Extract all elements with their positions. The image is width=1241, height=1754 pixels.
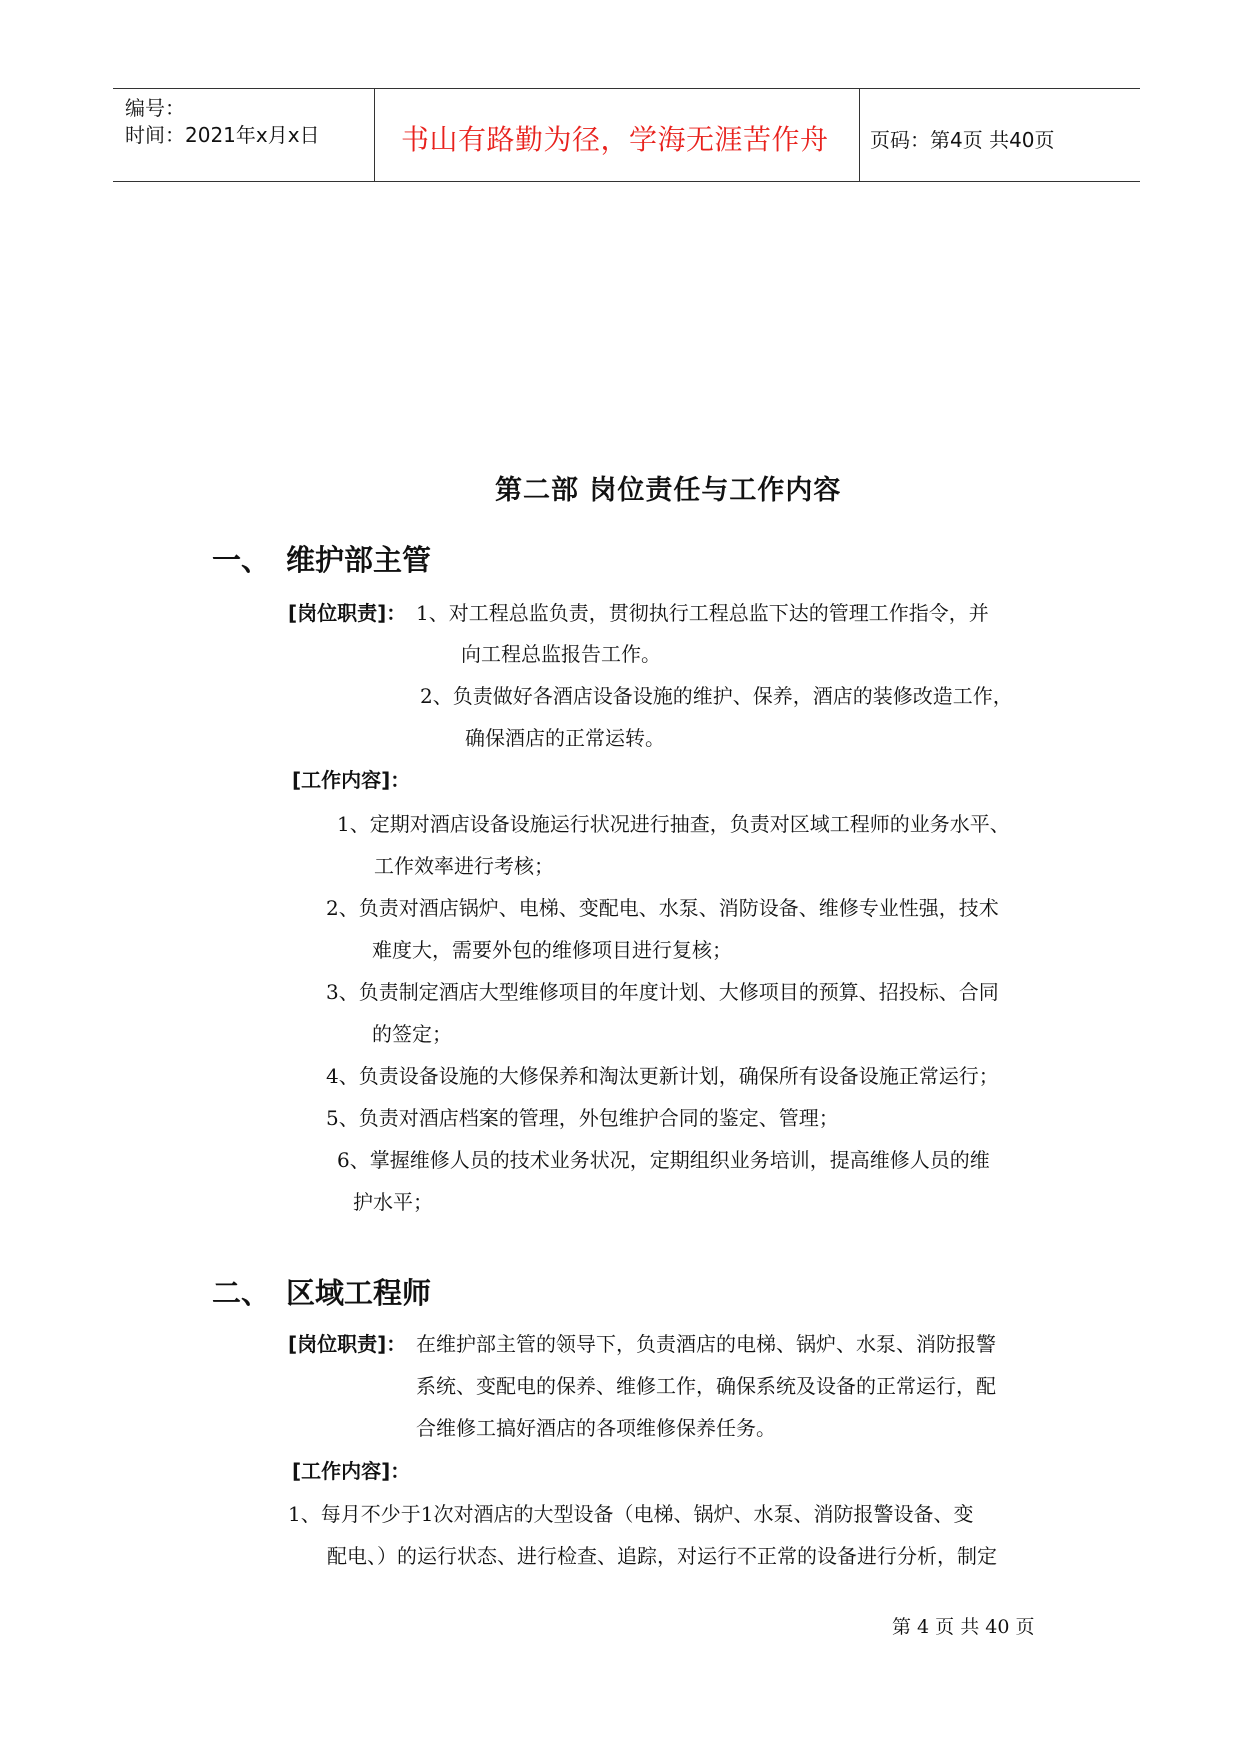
duty-line: 确保酒店的正常运转。 xyxy=(465,726,665,750)
section-heading: 维护部主管 xyxy=(286,543,432,577)
header-top-rule xyxy=(113,88,1140,89)
section-heading: 区域工程师 xyxy=(286,1276,432,1310)
work-line: 配电、）的运行状态、进行检查、追踪，对运行不正常的设备进行分析，制定 xyxy=(327,1544,997,1568)
work-line: 难度大，需要外包的维修项目进行复核； xyxy=(372,938,732,962)
duty-line: 系统、变配电的保养、维修工作，确保系统及设备的正常运行，配 xyxy=(416,1374,996,1398)
duty-line: 向工程总监报告工作。 xyxy=(461,642,661,666)
work-content-label: [工作内容]： xyxy=(292,768,411,792)
work-line: 1、定期对酒店设备设施运行状况进行抽查，负责对区域工程师的业务水平、 xyxy=(337,812,1010,836)
document-number-label: 编号： xyxy=(125,96,185,120)
work-line: 6、掌握维修人员的技术业务状况，定期组织业务培训，提高维修人员的维 xyxy=(337,1148,990,1172)
work-content-label: [工作内容]： xyxy=(292,1459,411,1483)
duty-line: 2、负责做好各酒店设备设施的维护、保养，酒店的装修改造工作， xyxy=(420,684,1013,708)
duty-label: [岗位职责]： xyxy=(288,1332,407,1356)
work-line: 3、负责制定酒店大型维修项目的年度计划、大修项目的预算、招投标、合同 xyxy=(326,980,999,1004)
work-line: 的签定； xyxy=(372,1022,452,1046)
work-line: 4、负责设备设施的大修保养和淘汰更新计划，确保所有设备设施正常运行； xyxy=(326,1064,999,1088)
duty-line: 1、对工程总监负责，贯彻执行工程总监下达的管理工作指令，并 xyxy=(416,601,989,625)
header-divider-left xyxy=(374,88,375,181)
work-line: 工作效率进行考核； xyxy=(374,854,554,878)
duty-line: 在维护部主管的领导下，负责酒店的电梯、锅炉、水泵、消防报警 xyxy=(416,1332,996,1356)
header-page-info: 页码：第4页 共40页 xyxy=(870,128,1055,152)
duty-label: [岗位职责]： xyxy=(288,601,407,625)
header-bottom-rule xyxy=(113,181,1140,182)
work-line: 1、每月不少于1次对酒店的大型设备（电梯、锅炉、水泵、消防报警设备、变 xyxy=(288,1502,974,1526)
header-divider-right xyxy=(859,88,860,181)
document-date-label: 时间：2021年x月x日 xyxy=(125,123,320,147)
section-number: 二、 xyxy=(212,1276,271,1310)
page-footer: 第 4 页 共 40 页 xyxy=(892,1616,1035,1638)
work-line: 2、负责对酒店锅炉、电梯、变配电、水泵、消防设备、维修专业性强，技术 xyxy=(326,896,999,920)
part-title: 第二部 岗位责任与工作内容 xyxy=(495,475,842,506)
duty-line: 合维修工搞好酒店的各项维修保养任务。 xyxy=(416,1416,776,1440)
section-number: 一、 xyxy=(212,543,271,577)
page-header xyxy=(0,0,1241,190)
work-line: 5、负责对酒店档案的管理，外包维护合同的鉴定、管理； xyxy=(326,1106,839,1130)
work-line: 护水平； xyxy=(353,1190,433,1214)
header-motto: 书山有路勤为径，学海无涯苦作舟 xyxy=(401,123,829,156)
